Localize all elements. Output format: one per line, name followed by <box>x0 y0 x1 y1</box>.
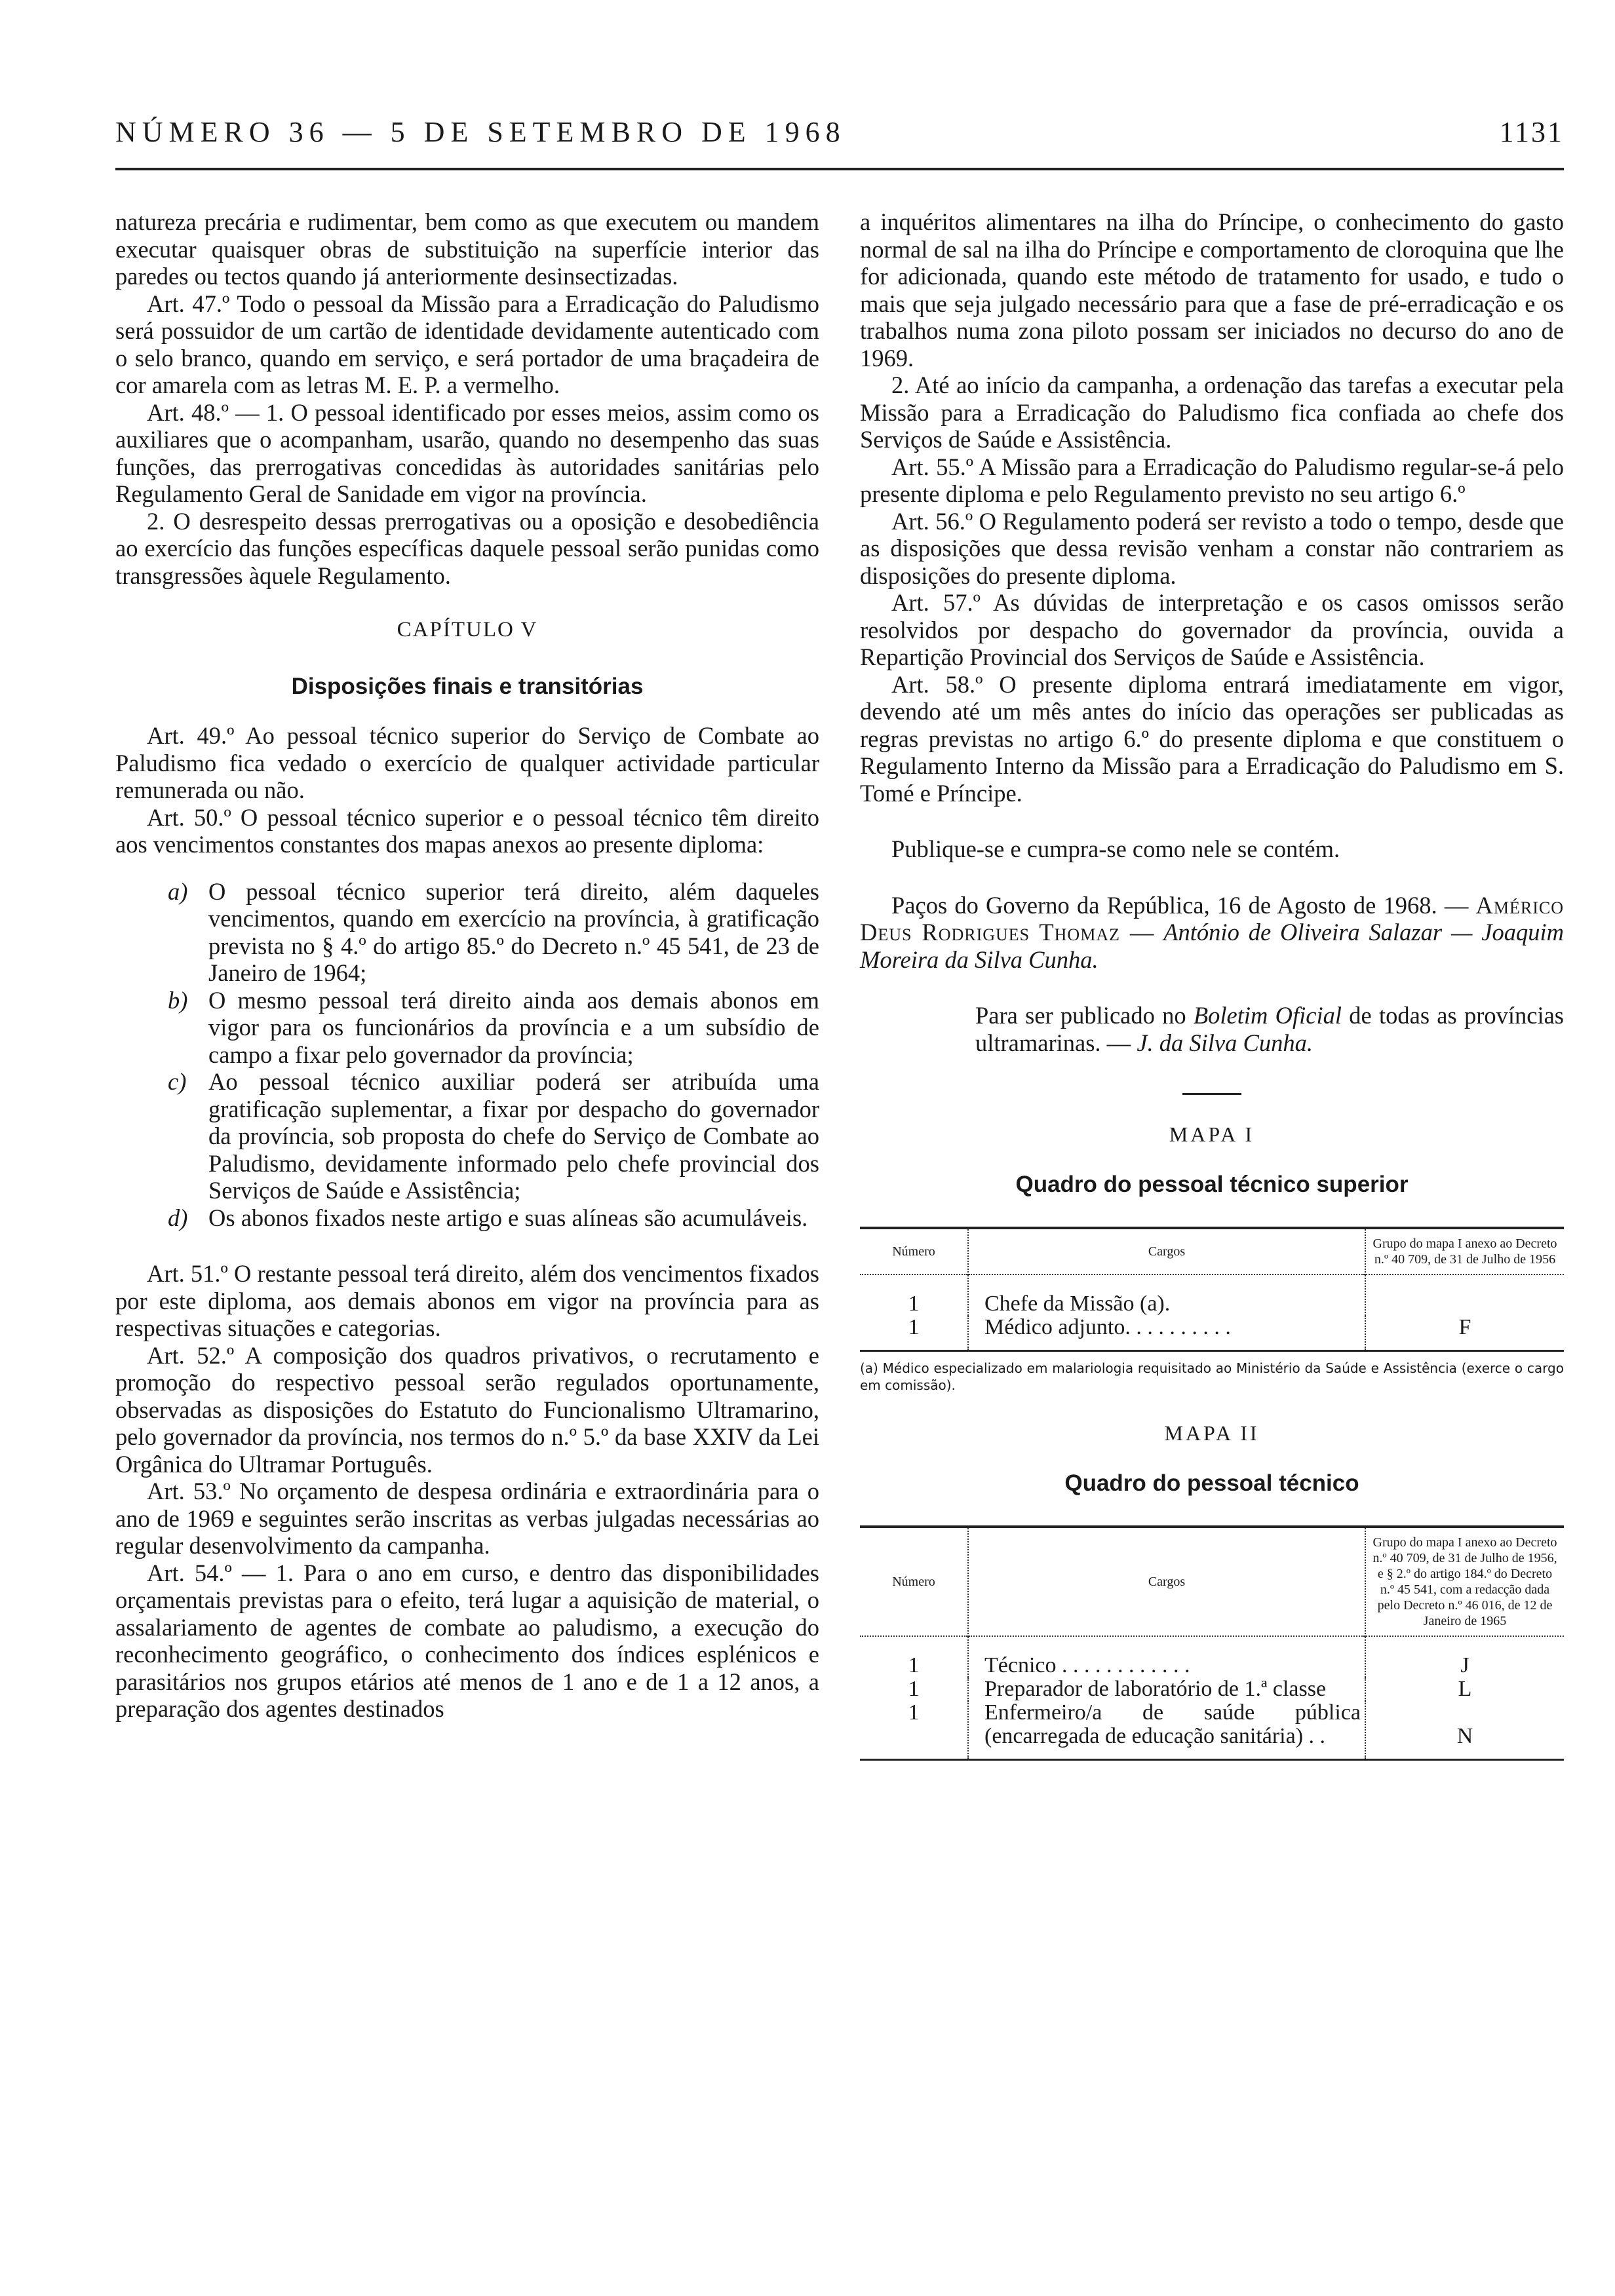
mapa-2-title: Quadro do pessoal técnico <box>1064 1470 1359 1496</box>
table-row <box>860 1677 1564 1701</box>
article-54-1: Art. 54.º — 1. Para o ano em curso, e dentro das disponibilidades orçamentais previstas para o efeito, terá lugar a aquisição de material, o assalariamento de agentes de combate ao paludismo, a execução do reconhecimento geográfico, o conhecimento dos índices esplénicos e parasitários nos grupos etários até menos de 1 ano e de 1 a 12 anos, a preparação dos agentes destinados <box>115 1559 819 1722</box>
chapter-title: Disposições finais e transitórias <box>291 673 644 699</box>
alinea-a <box>168 878 819 987</box>
cell-cargo: Enfermeiro/a de saúde pública (encarregada de educação sanitária) . . <box>968 1701 1365 1760</box>
article-58: Art. 58.º O presente diploma entrará imediatamente em vigor, devendo até um mês antes do início das operações ser publicadas as regras previstas no artigo 6.º do presente diploma e que constituem o Regulamento Interno da Missão para a Erradicação do Paludismo em S. Tomé e Príncipe. <box>860 670 1564 807</box>
table-row <box>860 1701 1564 1760</box>
table-row <box>860 1636 1564 1677</box>
article-52: Art. 52.º A composição dos quadros privativos, o recrutamento e promoção do respectivo pessoal serão regulados oportunamente, observadas as disposições do Estatuto do Funcionalismo Ultramarino, pelo governador da província, nos termos do n.º 5.º da base XXIV da Lei Orgânica do Ultramar Português. <box>115 1341 819 1478</box>
publication-note <box>975 1002 1564 1056</box>
table-header-row <box>860 1228 1564 1274</box>
alinea-d <box>168 1204 819 1232</box>
alinea-text: Ao pessoal técnico auxiliar poderá ser atribuída uma gratificação suplementar, a fixar por despacho do governador da província, sob proposta do chefe do Serviço de Combate ao Paludismo, devidamente informado pelo chefe provincial dos Serviços de Saúde e Assistência; <box>208 1068 819 1204</box>
mapa-1-footnote: (a) Médico especializado em malariologia requisitado ao Ministério da Saúde e Assistência (exerce o cargo em comissão). <box>860 1360 1564 1393</box>
article-53: Art. 53.º No orçamento de despesa ordinária e extraordinária para o ano de 1969 e seguintes serão inscritas as verbas julgadas necessárias ao regular desenvolvimento da campanha. <box>115 1478 819 1559</box>
article-48-1: Art. 48.º — 1. O pessoal identificado por esses meios, assim como os auxiliares que o acompanham, usarão, quando no desempenho das suas funções, das prerrogativas concedidas às autoridades sanitárias pelo Regulamento Geral de Sanidade em vigor na província. <box>115 398 819 507</box>
article-47: Art. 47.º Todo o pessoal da Missão para a Erradicação do Paludismo será possuidor de um cartão de identidade devidamente autenticado com o selo branco, quando em serviço, e será portador de uma braçadeira de cor amarela com as letras M. E. P. a vermelho. <box>115 290 819 398</box>
table-row <box>860 1274 1564 1316</box>
alinea-text: O mesmo pessoal terá direito ainda aos demais abonos em vigor para os funcionários da província e a um subsídio de campo a fixar pelo governador da província; <box>208 986 819 1068</box>
signature-block <box>860 892 1564 974</box>
alinea-label: c) <box>168 1068 187 1095</box>
cell-grupo: F <box>1458 1315 1471 1339</box>
article-56: Art. 56.º O Regulamento poderá ser revisto a todo o tempo, desde que as disposições que dessa revisão venham a constar não contrariem as disposições do presente diploma. <box>860 507 1564 589</box>
paragraph-continuation: a inquéritos alimentares na ilha do Príncipe, o conhecimento do gasto normal de sal na ilha do Príncipe e comportamento de cloroquina que lhe for adicionada, quando este método de tratamento for usado, e tudo o mais que seja julgado necessário para que a fase de pré-erradicação e os trabalhos numa zona piloto possam ser iniciados no decurso do ano de 1969. <box>860 208 1564 372</box>
chapter-heading: CAPÍTULO V <box>397 618 538 641</box>
table-header-row <box>860 1527 1564 1636</box>
publique-line: Publique-se e cumpra-se como nele se contém. <box>891 835 1340 862</box>
article-57: Art. 57.º As dúvidas de interpretação e os casos omissos serão resolvidos por despacho do governador da província, ouvida a Repartição Provincial dos Serviços de Saúde e Assistência. <box>860 589 1564 670</box>
article-49: Art. 49.º Ao pessoal técnico superior do Serviço de Combate ao Paludismo fica vedado o exercício de qualquer actividade particular remunerada ou não. <box>115 722 819 803</box>
cell-grupo: J <box>1460 1653 1469 1677</box>
header-rule <box>115 168 1564 170</box>
cell-numero: 1 <box>860 1316 968 1351</box>
alinea-label: a) <box>168 877 188 905</box>
mapa-1-table <box>860 1227 1564 1352</box>
col-cargos: Cargos <box>968 1228 1365 1274</box>
col-numero: Número <box>860 1527 968 1636</box>
pacos-line: Paços do Governo da República, 16 de Agosto de 1968. <box>891 891 1437 919</box>
alinea-text: O pessoal técnico superior terá direito, além daqueles vencimentos, quando em exercício na província, à gratificação prevista no § 4.º do artigo 85.º do Decreto n.º 45 541, de 23 de Janeiro de 1964; <box>208 877 819 986</box>
col-grupo: Grupo do mapa I anexo ao Decreto n.º 40 709, de 31 de Julho de 1956 <box>1372 1236 1557 1267</box>
cell-numero: 1 <box>860 1274 968 1316</box>
article-55: Art. 55.º A Missão para a Erradicação do Paludismo regular-se-á pelo presente diploma e pelo Regulamento previsto no seu artigo 6.º <box>860 453 1564 507</box>
publication-note-post: de todas as províncias ultramarinas. — <box>975 1002 1564 1056</box>
alinea-label: d) <box>168 1204 188 1231</box>
cell-cargo: Médico adjunto. . . . . . . . . . <box>968 1316 1365 1351</box>
left-column <box>115 208 819 1723</box>
article-50: Art. 50.º O pessoal técnico superior e o pessoal técnico têm direito aos vencimentos constantes dos mapas anexos ao presente diploma: <box>115 803 819 858</box>
cell-cargo: Preparador de laboratório de 1.ª classe <box>968 1677 1365 1701</box>
publication-signature: J. da Silva Cunha. <box>1137 1029 1313 1056</box>
cell-numero: 1 <box>860 1701 968 1760</box>
page-number: 1131 <box>1499 116 1564 148</box>
cell-grupo <box>1365 1274 1564 1316</box>
right-column <box>860 208 1564 1761</box>
cell-numero: 1 <box>860 1636 968 1677</box>
alinea-label: b) <box>168 986 188 1014</box>
col-grupo: Grupo do mapa I anexo ao Decreto n.º 40 709, de 31 de Julho de 1956, e § 2.º do artigo 184.º do Decreto n.º 45 541, com a redacção dada pelo Decreto n.º 46 016, de 12 de Janeiro de 1965 <box>1372 1535 1557 1628</box>
article-48-2: 2. O desrespeito dessas prerrogativas ou a oposição e desobediência ao exercício das funções específicas daquele pessoal serão punidas como transgressões àquele Regulamento. <box>115 507 819 589</box>
publication-note-pre: Para ser publicado no <box>975 1002 1186 1029</box>
page-header <box>115 115 1564 161</box>
mapa-1-title: Quadro do pessoal técnico superior <box>1015 1171 1409 1197</box>
cell-cargo: Chefe da Missão (a). <box>968 1274 1365 1316</box>
mapa-1-label: MAPA I <box>1169 1122 1255 1146</box>
col-cargos: Cargos <box>968 1527 1365 1636</box>
alinea-text: Os abonos fixados neste artigo e suas alíneas são acumuláveis. <box>208 1204 808 1231</box>
cell-cargo: Técnico . . . . . . . . . . . . <box>968 1636 1365 1677</box>
table-row <box>860 1316 1564 1351</box>
section-separator <box>1182 1093 1241 1095</box>
alinea-c <box>168 1068 819 1204</box>
article-54-2: 2. Até ao início da campanha, a ordenação das tarefas a executar pela Missão para a Erradicação do Paludismo fica confiada ao chefe dos Serviços de Saúde e Assistência. <box>860 372 1564 453</box>
issue-title: NÚMERO 36 — 5 DE SETEMBRO DE 1968 <box>115 116 846 148</box>
cell-grupo: L <box>1458 1677 1472 1701</box>
col-numero: Número <box>860 1228 968 1274</box>
mapa-2-label: MAPA II <box>1164 1421 1260 1445</box>
cell-grupo: N <box>1456 1724 1473 1748</box>
article-51: Art. 51.º O restante pessoal terá direito, além dos vencimentos fixados por este diploma, aos demais abonos em vigor na província para as respectivas situações e categorias. <box>115 1260 819 1341</box>
alinea-b <box>168 987 819 1069</box>
paragraph-continuation: natureza precária e rudimentar, bem como as que executem ou mandem executar quaisquer obras de substituição na superfície interior das paredes ou tectos quando já anteriormente desinsectizadas. <box>115 208 819 290</box>
boletim-oficial: Boletim Oficial <box>1193 1002 1342 1029</box>
cell-numero: 1 <box>860 1677 968 1701</box>
mapa-2-table <box>860 1525 1564 1761</box>
signature-ministers: António de Oliveira Salazar — Joaquim Moreira da Silva Cunha. <box>860 919 1564 973</box>
signature-president: — Américo Deus Rodrigues Thomaz — <box>860 891 1565 946</box>
